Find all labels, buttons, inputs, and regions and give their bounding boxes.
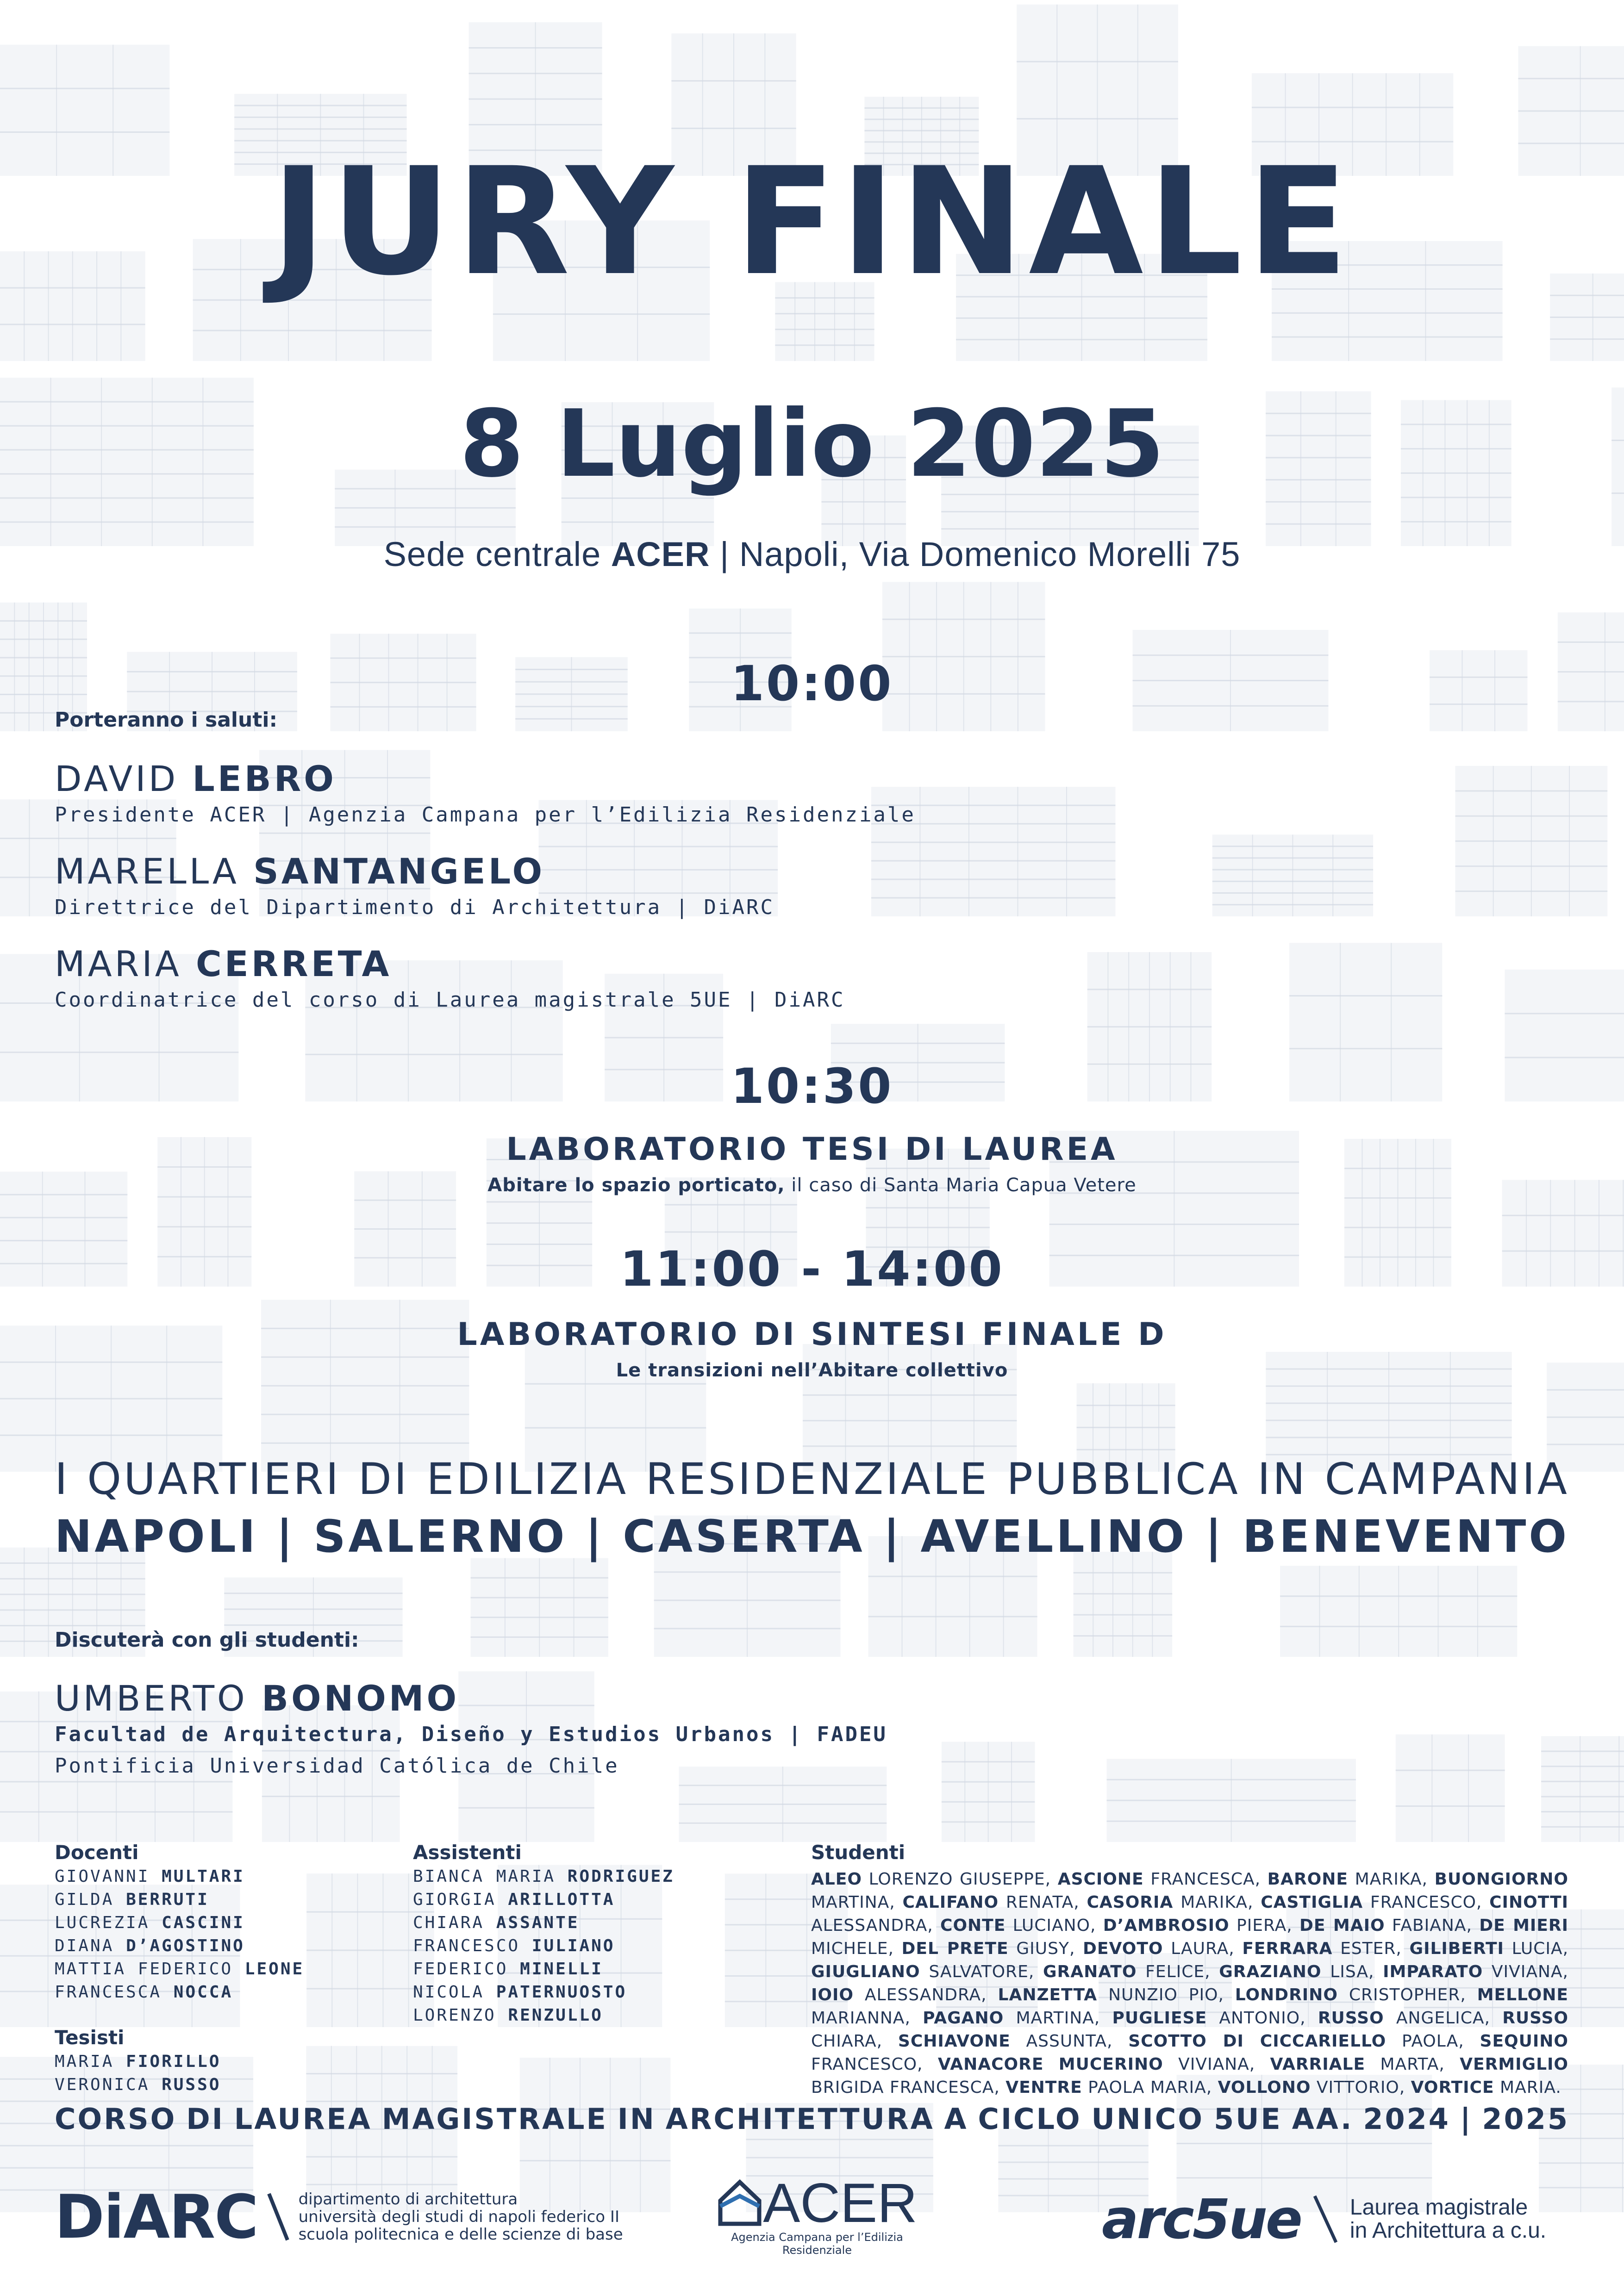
student-entry: VORTICE MARIA. bbox=[1411, 2078, 1562, 2097]
student-entry: IOIO ALESSANDRA, bbox=[811, 1985, 998, 2004]
course-word: 2025 bbox=[1482, 2102, 1569, 2136]
student-entry: CASTIGLIA FRANCESCO, bbox=[1261, 1893, 1490, 1912]
list-item: CHIARA ASSANTE bbox=[413, 1913, 580, 1932]
student-entry: GILIBERTI LUCIA, bbox=[1409, 1939, 1569, 1958]
student-entry: CINOTTI ALESSANDRA, bbox=[811, 1893, 1569, 1935]
course-word: CICLO bbox=[978, 2102, 1082, 2136]
page-title: JURY FINALE bbox=[271, 136, 1353, 308]
arc5ue-logo bbox=[1102, 2187, 1546, 2252]
session-3-title: LABORATORIO DI SINTESI FINALE D bbox=[457, 1316, 1167, 1353]
course-word: 2024 bbox=[1363, 2102, 1450, 2136]
student-entry: SCOTTO DI CICCARIELLO PAOLA, bbox=[1128, 2032, 1480, 2051]
tesisti-title: Tesisti bbox=[55, 2026, 125, 2049]
session-2-title: LABORATORIO TESI DI LAUREA bbox=[506, 1131, 1118, 1168]
student-entry: ASCIONE FRANCESCA, bbox=[1057, 1870, 1268, 1889]
student-entry: PAGANO MARTINA, bbox=[923, 2009, 1112, 2028]
session-3-time: 11:00 - 14:00 bbox=[620, 1241, 1004, 1297]
cities-row: NAPOLI | SALERNO | CASERTA | AVELLINO | BENEVENTO bbox=[55, 1511, 1569, 1562]
student-entry: ALEO LORENZO GIUSEPPE, bbox=[811, 1870, 1058, 1889]
course-word: LAUREA bbox=[234, 2102, 372, 2136]
student-entry: CONTE LUCIANO, bbox=[940, 1916, 1103, 1935]
guest-university: Pontificia Universidad Católica de Chile bbox=[55, 1754, 619, 1778]
assistenti-title: Assistenti bbox=[413, 1841, 522, 1864]
venue bbox=[0, 535, 1624, 574]
list-item: DIANA D’AGOSTINO bbox=[55, 1936, 245, 1955]
assistenti-list bbox=[413, 1865, 675, 2027]
student-entry: DE MAIO FABIANA, bbox=[1299, 1916, 1480, 1935]
list-item: FEDERICO MINELLI bbox=[413, 1960, 603, 1979]
slash-divider-icon bbox=[1309, 2191, 1342, 2247]
student-entry: DE MIERI MICHELE, bbox=[811, 1916, 1569, 1958]
guest-affiliation: Facultad de Arquitectura, Diseño y Estudios Urbanos | FADEU bbox=[55, 1723, 887, 1746]
list-item: BIANCA MARIA RODRIGUEZ bbox=[413, 1867, 675, 1886]
list-item: GIORGIA ARILLOTTA bbox=[413, 1890, 615, 1909]
student-entry: RUSSO CHIARA, bbox=[811, 2009, 1569, 2051]
course-word: DI bbox=[186, 2102, 225, 2136]
course-line bbox=[55, 2102, 1569, 2136]
student-entry: VERMIGLIO BRIGIDA FRANCESCA, bbox=[811, 2055, 1569, 2097]
studenti-title: Studenti bbox=[811, 1841, 906, 1864]
student-entry: D’AMBROSIO PIERA, bbox=[1103, 1916, 1299, 1935]
acer-wordmark: ACER bbox=[763, 2172, 918, 2234]
student-entry: GRAZIANO LISA, bbox=[1219, 1962, 1383, 1981]
student-entry: DEL PRETE GIUSY, bbox=[901, 1939, 1083, 1958]
student-entry: MUCERINO VIVIANA, bbox=[1058, 2055, 1270, 2074]
student-entry: GIUGLIANO SALVATORE, bbox=[811, 1962, 1043, 1981]
course-word: MAGISTRALE bbox=[381, 2102, 608, 2136]
list-item: MATTIA FEDERICO LEONE bbox=[55, 1960, 305, 1979]
student-entry: SEQUINO FRANCESCO, bbox=[811, 2032, 1569, 2074]
session-1-time: 10:00 bbox=[731, 655, 893, 712]
student-entry: BUONGIORNO MARTINA, bbox=[811, 1870, 1568, 1912]
docenti-title: Docenti bbox=[55, 1841, 139, 1864]
acer-logo bbox=[708, 2172, 926, 2257]
student-entry: BARONE MARIKA, bbox=[1267, 1870, 1435, 1889]
list-item: MARIA FIORILLO bbox=[55, 2052, 221, 2071]
list-item: LUCREZIA CASCINI bbox=[55, 1913, 245, 1932]
student-entry: PUGLIESE ANTONIO, bbox=[1112, 2009, 1318, 2028]
session-2-time: 10:30 bbox=[731, 1058, 893, 1114]
list-item: GILDA BERRUTI bbox=[55, 1890, 209, 1909]
course-word: IN bbox=[617, 2102, 656, 2136]
student-entry: CALIFANO RENATA, bbox=[902, 1893, 1087, 1912]
venue-prefix: Sede centrale bbox=[383, 535, 611, 573]
list-item: GIOVANNI MULTARI bbox=[55, 1867, 245, 1886]
student-entry: CASORIA MARIKA, bbox=[1087, 1893, 1261, 1912]
diarc-line-3: scuola politecnica e delle scienze di base bbox=[298, 2225, 623, 2244]
speaker-name: MARIA CERRETA bbox=[55, 943, 392, 984]
speaker-role: Coordinatrice del corso di Laurea magistrale 5UE | DiARC bbox=[55, 988, 845, 1012]
acer-subtitle: Agenzia Campana per l’Edilizia Residenziale bbox=[731, 2231, 903, 2257]
course-word: UNICO bbox=[1091, 2102, 1204, 2136]
student-entry: LONDRINO CRISTOPHER, bbox=[1235, 1985, 1477, 2004]
student-entry: VANACORE bbox=[937, 2055, 1044, 2074]
list-item: FRANCESCO IULIANO bbox=[413, 1936, 615, 1955]
diarc-line-1: dipartimento di architettura bbox=[298, 2190, 518, 2209]
slash-divider-icon bbox=[264, 2189, 292, 2245]
greetings-intro: Porteranno i saluti: bbox=[55, 708, 278, 732]
course-word: CORSO bbox=[55, 2102, 177, 2136]
guest-intro: Discuterà con gli studenti: bbox=[55, 1628, 359, 1652]
list-item: VERONICA RUSSO bbox=[55, 2075, 221, 2094]
student-entry: MELLONE MARIANNA, bbox=[811, 1985, 1568, 2028]
speaker-role: Presidente ACER | Agenzia Campana per l’Edilizia Residenziale bbox=[55, 803, 916, 827]
speaker-role: Direttrice del Dipartimento di Architettura | DiARC bbox=[55, 896, 775, 919]
session-3-subtitle: Le transizioni nell’Abitare collettivo bbox=[616, 1360, 1008, 1381]
student-entry: VARRIALE MARTA, bbox=[1270, 2055, 1460, 2074]
arc5ue-wordmark: arc5ue bbox=[1102, 2187, 1301, 2251]
student-entry: SCHIAVONE ASSUNTA, bbox=[898, 2032, 1129, 2051]
student-entry: FERRARA ESTER, bbox=[1242, 1939, 1410, 1958]
event-date: 8 Luglio 2025 bbox=[459, 390, 1165, 498]
student-entry: VENTRE PAOLA MARIA, bbox=[1006, 2078, 1218, 2097]
venue-bold: ACER bbox=[611, 535, 710, 573]
theme-heading: I QUARTIERI DI EDILIZIA RESIDENZIALE PUBBLICA IN CAMPANIA bbox=[55, 1454, 1569, 1505]
docenti-list bbox=[55, 1865, 304, 2004]
speaker-name: DAVID LEBRO bbox=[55, 758, 337, 799]
guest-name: UMBERTO BONOMO bbox=[55, 1678, 460, 1719]
diarc-wordmark: DiARC bbox=[55, 2182, 258, 2252]
tesisti-list bbox=[55, 2050, 221, 2097]
speaker-name: MARELLA SANTANGELO bbox=[55, 851, 545, 892]
course-word: AA. bbox=[1292, 2102, 1354, 2136]
venue-suffix: | Napoli, Via Domenico Morelli 75 bbox=[710, 535, 1241, 573]
course-word: | bbox=[1460, 2102, 1473, 2136]
student-entry: VOLLONO VITTORIO, bbox=[1218, 2078, 1411, 2097]
arc5ue-line-1: Laurea magistrale bbox=[1349, 2195, 1528, 2220]
course-word: A bbox=[944, 2102, 968, 2136]
student-entry: GRANATO FELICE, bbox=[1043, 1962, 1219, 1981]
student-entry: RUSSO ANGELICA, bbox=[1318, 2009, 1503, 2028]
diarc-logo bbox=[55, 2182, 623, 2252]
diarc-line-2: università degli studi di napoli federico II bbox=[298, 2208, 619, 2226]
house-icon bbox=[717, 2178, 763, 2228]
course-word: 5UE bbox=[1213, 2102, 1282, 2136]
student-entry: IMPARATO VIVIANA, bbox=[1383, 1962, 1568, 1981]
session-2-subtitle: Abitare lo spazio porticato, il caso di Santa Maria Capua Vetere bbox=[487, 1175, 1137, 1196]
student-entry: DEVOTO LAURA, bbox=[1083, 1939, 1243, 1958]
list-item: NICOLA PATERNUOSTO bbox=[413, 1983, 627, 2002]
student-entry: LANZETTA NUNZIO PIO, bbox=[998, 1985, 1235, 2004]
studenti-list bbox=[811, 1868, 1568, 2099]
list-item: LORENZO RENZULLO bbox=[413, 2006, 603, 2025]
course-word: ARCHITETTURA bbox=[665, 2102, 935, 2136]
list-item: FRANCESCA NOCCA bbox=[55, 1983, 233, 2002]
arc5ue-line-2: in Architettura a c.u. bbox=[1349, 2218, 1547, 2243]
